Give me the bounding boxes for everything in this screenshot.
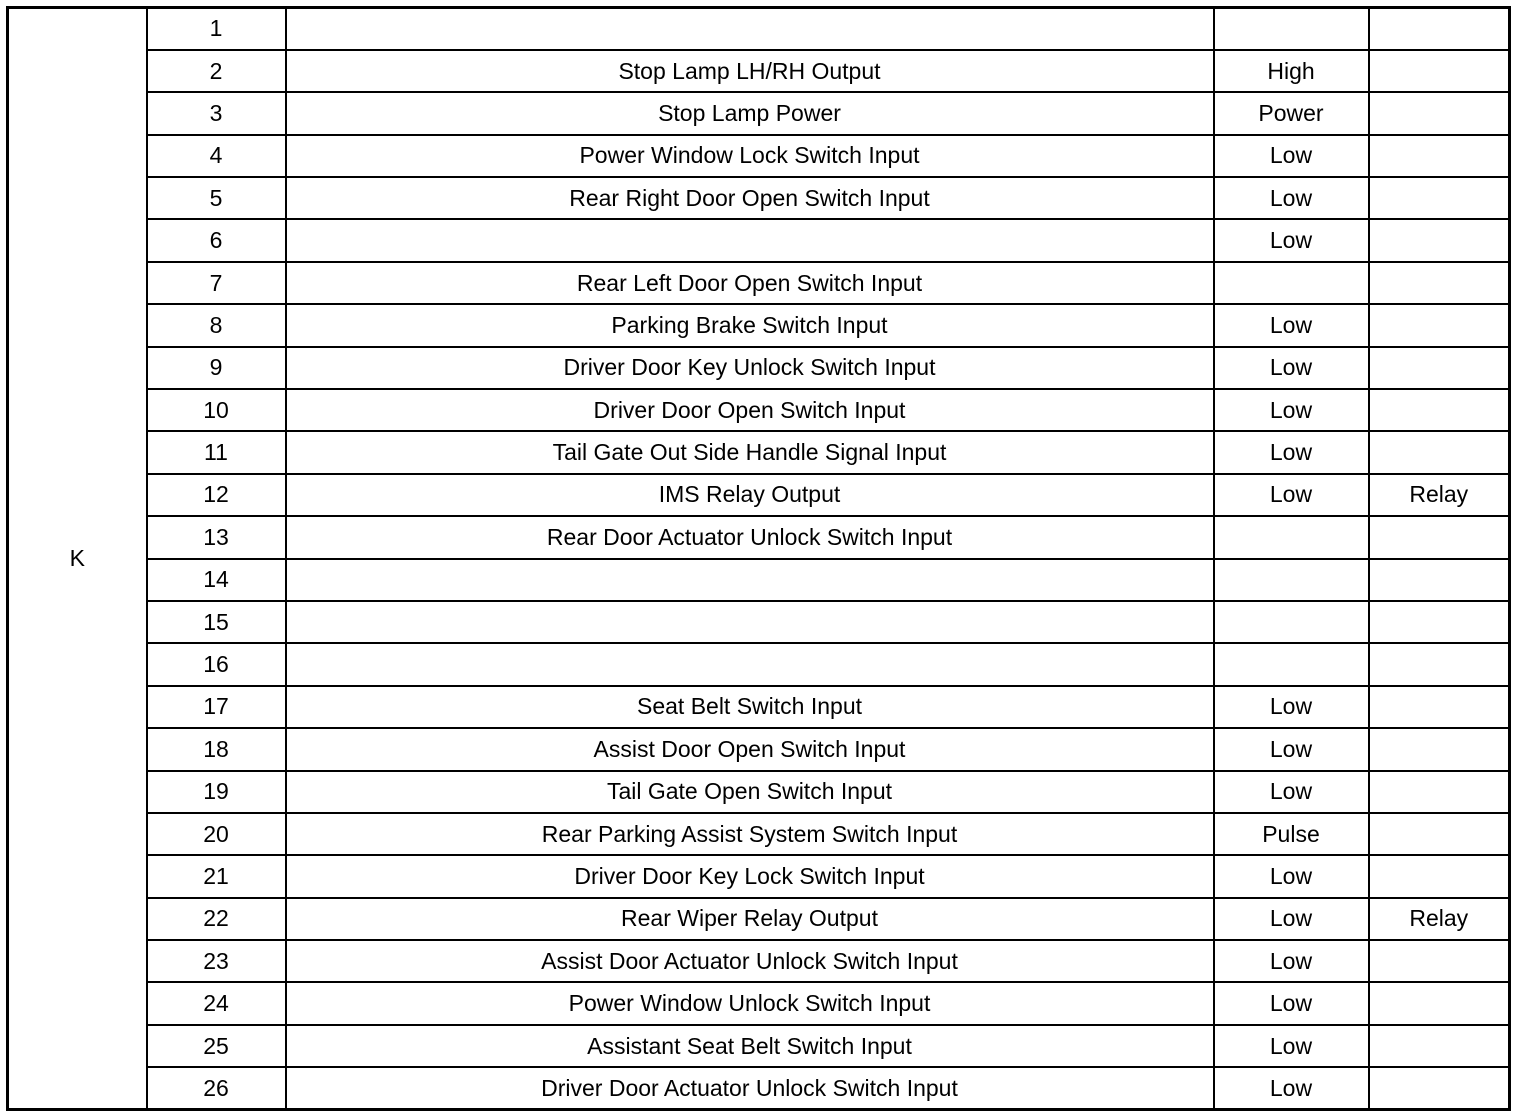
signal-level-cell: Power bbox=[1214, 92, 1369, 134]
note-cell bbox=[1369, 92, 1510, 134]
pin-number-cell: 9 bbox=[147, 347, 286, 389]
description-cell: Tail Gate Out Side Handle Signal Input bbox=[286, 431, 1214, 473]
table-row bbox=[8, 431, 1510, 473]
description-cell: Power Window Lock Switch Input bbox=[286, 135, 1214, 177]
note-cell bbox=[1369, 643, 1510, 685]
signal-level-cell: Low bbox=[1214, 431, 1369, 473]
table-row bbox=[8, 389, 1510, 431]
signal-level-cell: Low bbox=[1214, 855, 1369, 897]
pin-number-cell: 10 bbox=[147, 389, 286, 431]
pin-number-cell: 17 bbox=[147, 686, 286, 728]
table-row bbox=[8, 855, 1510, 897]
signal-level-cell: Low bbox=[1214, 304, 1369, 346]
note-cell bbox=[1369, 771, 1510, 813]
description-cell bbox=[286, 601, 1214, 643]
pin-table-body bbox=[8, 8, 1510, 1110]
table-row bbox=[8, 177, 1510, 219]
table-row bbox=[8, 304, 1510, 346]
table-row bbox=[8, 262, 1510, 304]
pin-number-cell: 1 bbox=[147, 8, 286, 50]
description-cell: Rear Left Door Open Switch Input bbox=[286, 262, 1214, 304]
note-cell bbox=[1369, 601, 1510, 643]
description-cell: Seat Belt Switch Input bbox=[286, 686, 1214, 728]
connector-label: K bbox=[8, 8, 147, 1110]
table-row bbox=[8, 50, 1510, 92]
signal-level-cell: Low bbox=[1214, 982, 1369, 1024]
signal-level-cell: Low bbox=[1214, 686, 1369, 728]
signal-level-cell: Low bbox=[1214, 1025, 1369, 1067]
table-row bbox=[8, 219, 1510, 261]
note-cell bbox=[1369, 686, 1510, 728]
table-row bbox=[8, 1025, 1510, 1067]
signal-level-cell bbox=[1214, 262, 1369, 304]
signal-level-cell: Low bbox=[1214, 177, 1369, 219]
description-cell: Stop Lamp LH/RH Output bbox=[286, 50, 1214, 92]
note-cell bbox=[1369, 728, 1510, 770]
pin-number-cell: 13 bbox=[147, 516, 286, 558]
description-cell: IMS Relay Output bbox=[286, 474, 1214, 516]
pin-number-cell: 25 bbox=[147, 1025, 286, 1067]
description-cell: Rear Parking Assist System Switch Input bbox=[286, 813, 1214, 855]
signal-level-cell: Low bbox=[1214, 219, 1369, 261]
signal-level-cell: High bbox=[1214, 50, 1369, 92]
pin-number-cell: 18 bbox=[147, 728, 286, 770]
note-cell: Relay bbox=[1369, 474, 1510, 516]
signal-level-cell: Low bbox=[1214, 940, 1369, 982]
pin-number-cell: 12 bbox=[147, 474, 286, 516]
note-cell bbox=[1369, 431, 1510, 473]
pin-number-cell: 22 bbox=[147, 898, 286, 940]
pin-number-cell: 16 bbox=[147, 643, 286, 685]
signal-level-cell bbox=[1214, 8, 1369, 50]
table-row bbox=[8, 92, 1510, 134]
pin-number-cell: 14 bbox=[147, 559, 286, 601]
table-row bbox=[8, 898, 1510, 940]
description-cell: Rear Door Actuator Unlock Switch Input bbox=[286, 516, 1214, 558]
description-cell: Rear Right Door Open Switch Input bbox=[286, 177, 1214, 219]
note-cell bbox=[1369, 177, 1510, 219]
description-cell bbox=[286, 559, 1214, 601]
description-cell: Assist Door Actuator Unlock Switch Input bbox=[286, 940, 1214, 982]
description-cell: Driver Door Actuator Unlock Switch Input bbox=[286, 1067, 1214, 1109]
table-row bbox=[8, 686, 1510, 728]
note-cell bbox=[1369, 8, 1510, 50]
table-row bbox=[8, 135, 1510, 177]
pin-number-cell: 4 bbox=[147, 135, 286, 177]
pin-number-cell: 7 bbox=[147, 262, 286, 304]
pin-number-cell: 21 bbox=[147, 855, 286, 897]
pin-number-cell: 19 bbox=[147, 771, 286, 813]
note-cell bbox=[1369, 559, 1510, 601]
pin-number-cell: 20 bbox=[147, 813, 286, 855]
signal-level-cell: Low bbox=[1214, 474, 1369, 516]
pin-number-cell: 3 bbox=[147, 92, 286, 134]
note-cell: Relay bbox=[1369, 898, 1510, 940]
pin-number-cell: 26 bbox=[147, 1067, 286, 1109]
note-cell bbox=[1369, 1025, 1510, 1067]
signal-level-cell: Low bbox=[1214, 898, 1369, 940]
signal-level-cell: Low bbox=[1214, 135, 1369, 177]
signal-level-cell: Low bbox=[1214, 347, 1369, 389]
pin-number-cell: 11 bbox=[147, 431, 286, 473]
table-row bbox=[8, 643, 1510, 685]
signal-level-cell bbox=[1214, 516, 1369, 558]
description-cell bbox=[286, 219, 1214, 261]
pin-number-cell: 5 bbox=[147, 177, 286, 219]
description-cell: Driver Door Key Unlock Switch Input bbox=[286, 347, 1214, 389]
table-row bbox=[8, 8, 1510, 50]
note-cell bbox=[1369, 262, 1510, 304]
note-cell bbox=[1369, 50, 1510, 92]
table-row bbox=[8, 516, 1510, 558]
connector-pin-table bbox=[6, 6, 1511, 1111]
table-row bbox=[8, 940, 1510, 982]
table-row bbox=[8, 771, 1510, 813]
table-row bbox=[8, 1067, 1510, 1109]
note-cell bbox=[1369, 1067, 1510, 1109]
note-cell bbox=[1369, 389, 1510, 431]
note-cell bbox=[1369, 135, 1510, 177]
table-row bbox=[8, 474, 1510, 516]
note-cell bbox=[1369, 855, 1510, 897]
description-cell: Tail Gate Open Switch Input bbox=[286, 771, 1214, 813]
table-row bbox=[8, 601, 1510, 643]
pin-number-cell: 2 bbox=[147, 50, 286, 92]
pin-number-cell: 8 bbox=[147, 304, 286, 346]
signal-level-cell bbox=[1214, 601, 1369, 643]
signal-level-cell: Low bbox=[1214, 728, 1369, 770]
note-cell bbox=[1369, 304, 1510, 346]
pin-number-cell: 6 bbox=[147, 219, 286, 261]
description-cell: Rear Wiper Relay Output bbox=[286, 898, 1214, 940]
signal-level-cell: Low bbox=[1214, 1067, 1369, 1109]
description-cell: Driver Door Open Switch Input bbox=[286, 389, 1214, 431]
signal-level-cell bbox=[1214, 559, 1369, 601]
description-cell bbox=[286, 8, 1214, 50]
pin-number-cell: 23 bbox=[147, 940, 286, 982]
note-cell bbox=[1369, 219, 1510, 261]
signal-level-cell: Low bbox=[1214, 389, 1369, 431]
signal-level-cell bbox=[1214, 643, 1369, 685]
description-cell: Driver Door Key Lock Switch Input bbox=[286, 855, 1214, 897]
table-row bbox=[8, 728, 1510, 770]
description-cell: Power Window Unlock Switch Input bbox=[286, 982, 1214, 1024]
description-cell: Assist Door Open Switch Input bbox=[286, 728, 1214, 770]
note-cell bbox=[1369, 347, 1510, 389]
note-cell bbox=[1369, 982, 1510, 1024]
description-cell: Assistant Seat Belt Switch Input bbox=[286, 1025, 1214, 1067]
signal-level-cell: Low bbox=[1214, 771, 1369, 813]
note-cell bbox=[1369, 940, 1510, 982]
table-row bbox=[8, 347, 1510, 389]
pin-number-cell: 24 bbox=[147, 982, 286, 1024]
table-row bbox=[8, 813, 1510, 855]
signal-level-cell: Pulse bbox=[1214, 813, 1369, 855]
note-cell bbox=[1369, 813, 1510, 855]
description-cell bbox=[286, 643, 1214, 685]
table-row bbox=[8, 559, 1510, 601]
pin-number-cell: 15 bbox=[147, 601, 286, 643]
description-cell: Parking Brake Switch Input bbox=[286, 304, 1214, 346]
table-row bbox=[8, 982, 1510, 1024]
note-cell bbox=[1369, 516, 1510, 558]
description-cell: Stop Lamp Power bbox=[286, 92, 1214, 134]
